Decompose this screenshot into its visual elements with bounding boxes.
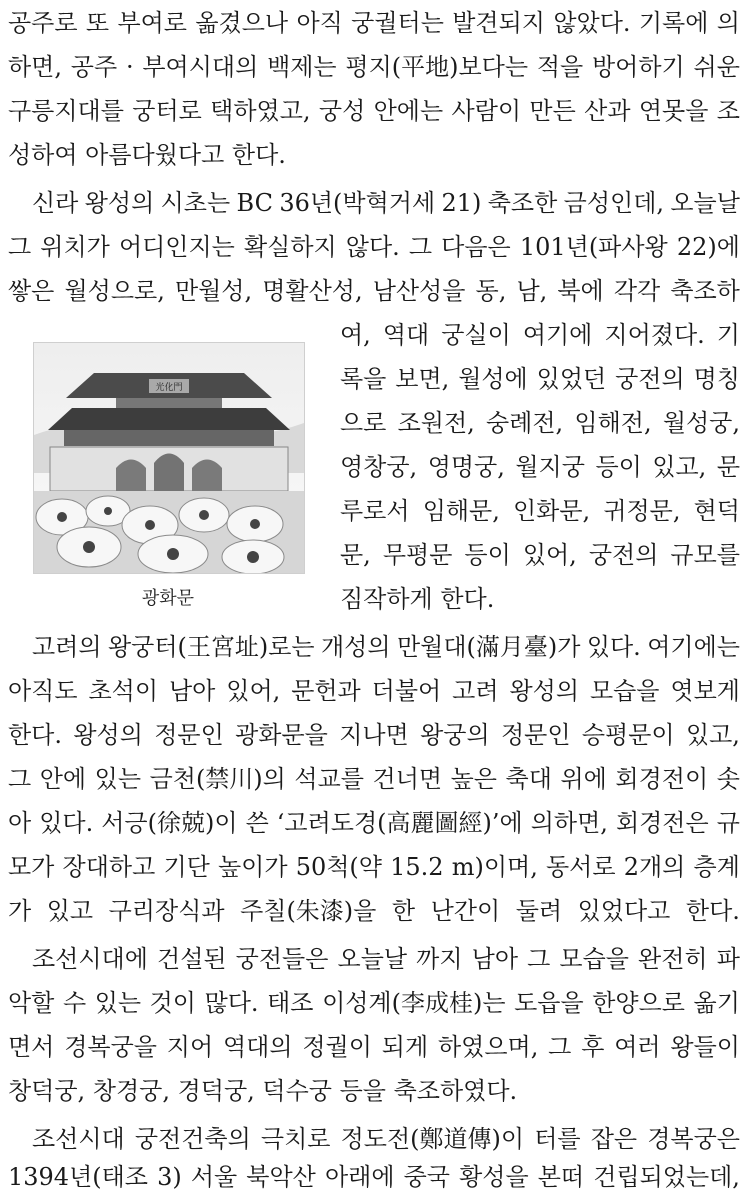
text-line: 한다. 왕성의 정문인 광화문을 지나면 왕궁의 정문인 승평문이 있고, <box>8 721 740 749</box>
text-line: 성하여 아름다웠다고 한다. <box>8 141 286 169</box>
wrapped-text-line: 영창궁, 영명궁, 월지궁 등이 있고, 문 <box>340 453 740 481</box>
figure-gwanghwamun <box>33 342 303 609</box>
text-line: 그 위치가 어디인지는 확실하지 않다. 그 다음은 101년(파사왕 22)에 <box>8 233 740 261</box>
text-line: 면서 경복궁을 지어 역대의 정궐이 되게 하였으며, 그 후 여러 왕들이 <box>8 1033 740 1061</box>
text-line: 구릉지대를 궁터로 택하였고, 궁성 안에는 사람이 만든 산과 연못을 조 <box>8 97 740 125</box>
text-line: 창덕궁, 창경궁, 경덕궁, 덕수궁 등을 축조하였다. <box>8 1077 518 1105</box>
wrapped-text-line: 문, 무평문 등이 있어, 궁전의 규모를 <box>340 541 740 569</box>
text-line: 하면, 공주 · 부여시대의 백제는 평지(平地)보다는 적을 방어하기 쉬운 <box>8 53 740 81</box>
text-line: 그 안에 있는 금천(禁川)의 석교를 건너면 높은 축대 위에 회경전이 솟 <box>8 765 740 793</box>
text-line: 아직도 초석이 남아 있어, 문헌과 더불어 고려 왕성의 모습을 엿보게 <box>8 677 740 705</box>
text-line: 모가 장대하고 기단 높이가 50척(약 15.2 m)이며, 동서로 2개의 층계 <box>8 853 740 881</box>
gate-photo <box>33 342 305 574</box>
wrapped-text-line: 으로 조원전, 숭례전, 임해전, 월성궁, <box>340 409 740 437</box>
text-line: 쌓은 월성으로, 만월성, 명활산성, 남산성을 동, 남, 북에 각각 축조하 <box>8 277 740 305</box>
figure-caption: 광화문 <box>141 588 195 609</box>
gate-signboard: 光化門 <box>155 383 183 393</box>
paragraph-start: 신라 왕성의 시초는 BC 36년(박혁거세 21) 축조한 금성인데, 오늘날 <box>32 189 740 217</box>
wrapped-text-line: 여, 역대 궁실이 여기에 지어졌다. 기 <box>340 321 740 349</box>
wrapped-text-line: 짐작하게 한다. <box>340 585 495 613</box>
text-line: 아 있다. 서긍(徐兢)이 쓴 ‘고려도경(高麗圖經)’에 의하면, 회경전은 규 <box>8 809 740 837</box>
paragraph-start: 조선시대 궁전건축의 극치로 정도전(鄭道傳)이 터를 잡은 경복궁은 <box>32 1125 740 1153</box>
text-line: 악할 수 있는 것이 많다. 태조 이성계(李成桂)는 도읍을 한양으로 옮기 <box>8 989 740 1017</box>
paragraph-start: 조선시대에 건설된 궁전들은 오늘날 까지 남아 그 모습을 완전히 파 <box>32 945 740 973</box>
paragraph-start: 고려의 왕궁터(王宮址)로는 개성의 만월대(滿月臺)가 있다. 여기에는 <box>32 633 740 661</box>
text-line: 1394년(태조 3) 서울 북악산 아래에 중국 황성을 본떠 건립되었는데, <box>8 1163 740 1191</box>
text-line: 공주로 또 부여로 옮겼으나 아직 궁궐터는 발견되지 않았다. 기록에 의 <box>8 9 740 37</box>
wrapped-text-line: 루로서 임해문, 인화문, 귀정문, 현덕 <box>340 497 740 525</box>
text-line: 가 있고 구리장식과 주칠(朱漆)을 한 난간이 둘려 있었다고 한다. <box>8 897 740 925</box>
wrapped-text-line: 록을 보면, 월성에 있었던 궁전의 명칭 <box>340 365 740 393</box>
